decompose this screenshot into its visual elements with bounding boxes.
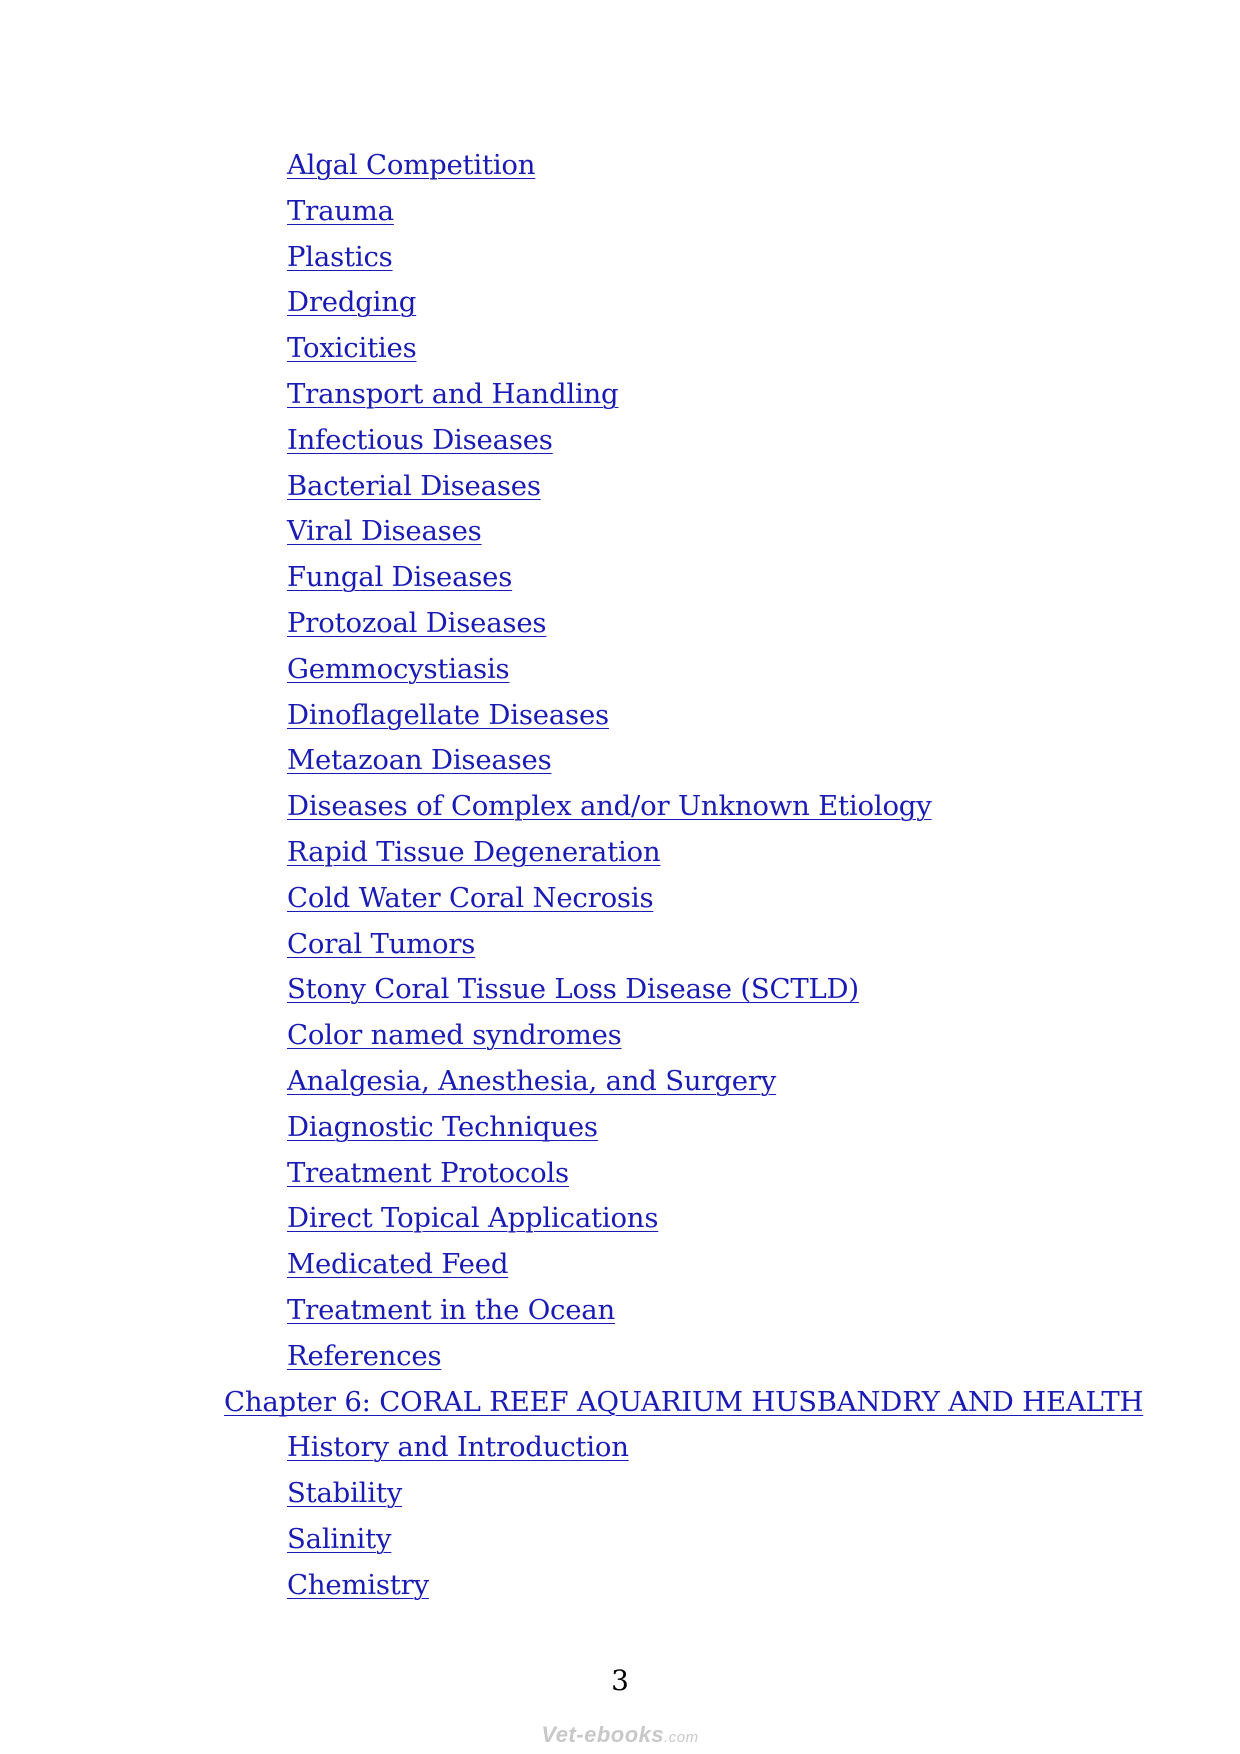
page-number: 3 bbox=[611, 1664, 629, 1697]
toc-entry bbox=[0, 1151, 1240, 1197]
toc-entry bbox=[0, 1517, 1240, 1563]
toc-link[interactable]: Viral Diseases bbox=[287, 515, 482, 548]
toc-link[interactable]: Chapter 6: CORAL REEF AQUARIUM HUSBANDRY AND HEALTH bbox=[224, 1385, 1144, 1418]
toc-entry bbox=[0, 647, 1240, 693]
table-of-contents bbox=[0, 143, 1240, 1609]
toc-link[interactable]: Protozoal Diseases bbox=[287, 606, 547, 639]
toc-entry bbox=[0, 1425, 1240, 1471]
toc-link[interactable]: History and Introduction bbox=[287, 1431, 629, 1464]
watermark-logo bbox=[0, 1722, 1240, 1748]
toc-entry bbox=[0, 784, 1240, 830]
toc-entry bbox=[0, 555, 1240, 601]
toc-entry bbox=[0, 143, 1240, 189]
toc-entry bbox=[0, 922, 1240, 968]
toc-link[interactable]: Dredging bbox=[287, 286, 417, 319]
toc-link[interactable]: Fungal Diseases bbox=[287, 561, 513, 594]
toc-link[interactable]: Treatment Protocols bbox=[287, 1156, 569, 1189]
toc-link[interactable]: Diseases of Complex and/or Unknown Etiology bbox=[287, 790, 932, 823]
toc-link[interactable]: Rapid Tissue Degeneration bbox=[287, 835, 661, 868]
toc-link[interactable]: Transport and Handling bbox=[287, 377, 619, 410]
toc-entry bbox=[0, 1105, 1240, 1151]
toc-entry bbox=[0, 1471, 1240, 1517]
toc-link[interactable]: Metazoan Diseases bbox=[287, 744, 552, 777]
toc-entry bbox=[0, 372, 1240, 418]
toc-entry bbox=[0, 693, 1240, 739]
toc-link[interactable]: Algal Competition bbox=[287, 149, 536, 181]
toc-link[interactable]: Treatment in the Ocean bbox=[287, 1293, 616, 1326]
toc-entry bbox=[0, 509, 1240, 555]
toc-entry bbox=[0, 189, 1240, 235]
toc-entry bbox=[0, 830, 1240, 876]
watermark-name: Vet-ebooks bbox=[541, 1722, 665, 1747]
toc-entry bbox=[0, 418, 1240, 464]
toc-link[interactable]: Gemmocystiasis bbox=[287, 652, 510, 685]
toc-link[interactable]: Stony Coral Tissue Loss Disease (SCTLD) bbox=[287, 973, 859, 1006]
toc-entry bbox=[0, 280, 1240, 326]
toc-link[interactable]: Salinity bbox=[287, 1522, 392, 1555]
toc-link[interactable]: Plastics bbox=[287, 240, 393, 273]
toc-link[interactable]: Cold Water Coral Necrosis bbox=[287, 881, 654, 914]
toc-link[interactable]: Diagnostic Techniques bbox=[287, 1110, 598, 1143]
toc-link[interactable]: Dinoflagellate Diseases bbox=[287, 698, 609, 731]
toc-entry bbox=[0, 876, 1240, 922]
toc-link[interactable]: References bbox=[287, 1339, 442, 1372]
toc-link[interactable]: Trauma bbox=[287, 194, 394, 227]
toc-entry bbox=[0, 1242, 1240, 1288]
toc-link[interactable]: Infectious Diseases bbox=[287, 423, 553, 456]
toc-entry bbox=[0, 464, 1240, 510]
toc-link[interactable]: Direct Topical Applications bbox=[287, 1202, 659, 1235]
toc-entry bbox=[0, 967, 1240, 1013]
toc-link[interactable]: Medicated Feed bbox=[287, 1248, 509, 1281]
toc-entry bbox=[0, 1013, 1240, 1059]
toc-entry bbox=[0, 326, 1240, 372]
toc-entry bbox=[0, 235, 1240, 281]
toc-link[interactable]: Analgesia, Anesthesia, and Surgery bbox=[287, 1064, 777, 1097]
toc-link[interactable]: Stability bbox=[287, 1477, 403, 1510]
toc-link[interactable]: Color named syndromes bbox=[287, 1019, 622, 1052]
toc-chapter-entry bbox=[0, 1380, 1240, 1426]
watermark-tld: .com bbox=[664, 1729, 699, 1746]
toc-entry bbox=[0, 601, 1240, 647]
toc-entry bbox=[0, 1288, 1240, 1334]
toc-link[interactable]: Bacterial Diseases bbox=[287, 469, 541, 502]
toc-link[interactable]: Chemistry bbox=[287, 1568, 429, 1601]
toc-entry bbox=[0, 1334, 1240, 1380]
toc-entry bbox=[0, 1563, 1240, 1609]
toc-link[interactable]: Coral Tumors bbox=[287, 927, 476, 960]
toc-entry bbox=[0, 1059, 1240, 1105]
toc-link[interactable]: Toxicities bbox=[287, 332, 417, 365]
toc-entry bbox=[0, 1196, 1240, 1242]
toc-entry bbox=[0, 738, 1240, 784]
